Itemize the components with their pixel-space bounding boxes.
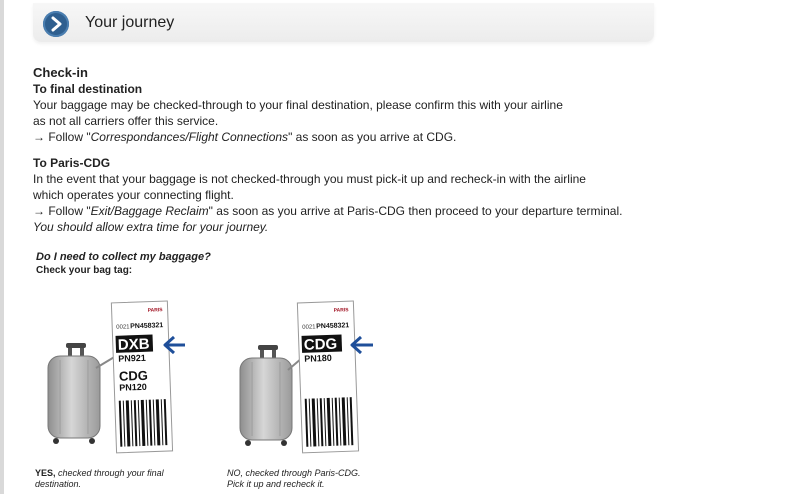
left-border (0, 0, 4, 494)
tag-flight-code: PN458321 (130, 322, 164, 331)
tag-small-code: 0021 (302, 324, 316, 331)
paris-follow-prefix: → Follow " (33, 204, 91, 218)
tag-flight1: PN921 (118, 352, 147, 364)
tag-flight1: PN180 (304, 352, 333, 364)
checkin-heading: Check-in (33, 65, 88, 80)
tag-dest1: CDG (303, 335, 338, 354)
caption-left-line2: destination. (35, 479, 82, 489)
final-follow-prefix: → Follow " (33, 130, 91, 144)
caption-left-yes: YES, (35, 468, 56, 478)
tag-brand: PARIS (333, 307, 349, 314)
tag-flight-code: PN458321 (316, 322, 350, 331)
suitcase-tag-illustration-left (40, 298, 200, 458)
final-destination-heading: To final destination (33, 82, 143, 96)
final-line1: Your baggage may be checked-through to your final destination, please confirm this with your airline (33, 98, 563, 112)
paris-line1: In the event that your baggage is not checked-through you must pick-it up and recheck-in with the airline (33, 172, 586, 186)
caption-right-line1: NO, checked through Paris-CDG. (227, 468, 361, 478)
final-follow-suffix: " as soon as you arrive at CDG. (288, 130, 457, 144)
paris-follow-sign: Exit/Baggage Reclaim (90, 204, 209, 218)
journey-title: Your journey (85, 14, 175, 31)
suitcase-icon (240, 345, 292, 446)
journey-header[interactable] (33, 3, 654, 42)
paris-follow-suffix: " as soon as you arrive at Paris-CDG then proceed to your departure terminal. (208, 204, 623, 218)
tag-small-code: 0021 (116, 324, 130, 331)
final-line2: as not all carriers offer this service. (33, 114, 219, 128)
paris-note: You should allow extra time for your journey. (33, 220, 269, 234)
final-follow-sign: Correspondances/Flight Connections (90, 130, 289, 144)
tag-dest2: CDG (118, 367, 149, 384)
suitcase-tag-illustration-right (232, 298, 392, 458)
final-follow (33, 129, 673, 145)
chevron-right-icon[interactable] (43, 11, 69, 37)
tag-flight2: PN120 (119, 381, 148, 393)
caption-left (35, 468, 164, 490)
caption-right (227, 468, 361, 490)
tag-dest1: DXB (117, 335, 150, 354)
caption-left-rest: checked through your final (55, 468, 164, 478)
paris-follow (33, 203, 673, 219)
tag-brand: PARIS (147, 307, 163, 314)
checkin-section (33, 65, 673, 235)
bag-tag-left (111, 301, 172, 453)
baggage-instruction: Check your bag tag: (36, 265, 133, 276)
bag-tag-right (297, 301, 358, 453)
paris-cdg-heading: To Paris-CDG (33, 156, 111, 170)
paris-line2: which operates your connecting flight. (33, 188, 234, 202)
baggage-question: Do I need to collect my baggage? (36, 251, 211, 263)
caption-right-line2: Pick it up and recheck it. (227, 479, 325, 489)
suitcase-icon (48, 343, 100, 444)
